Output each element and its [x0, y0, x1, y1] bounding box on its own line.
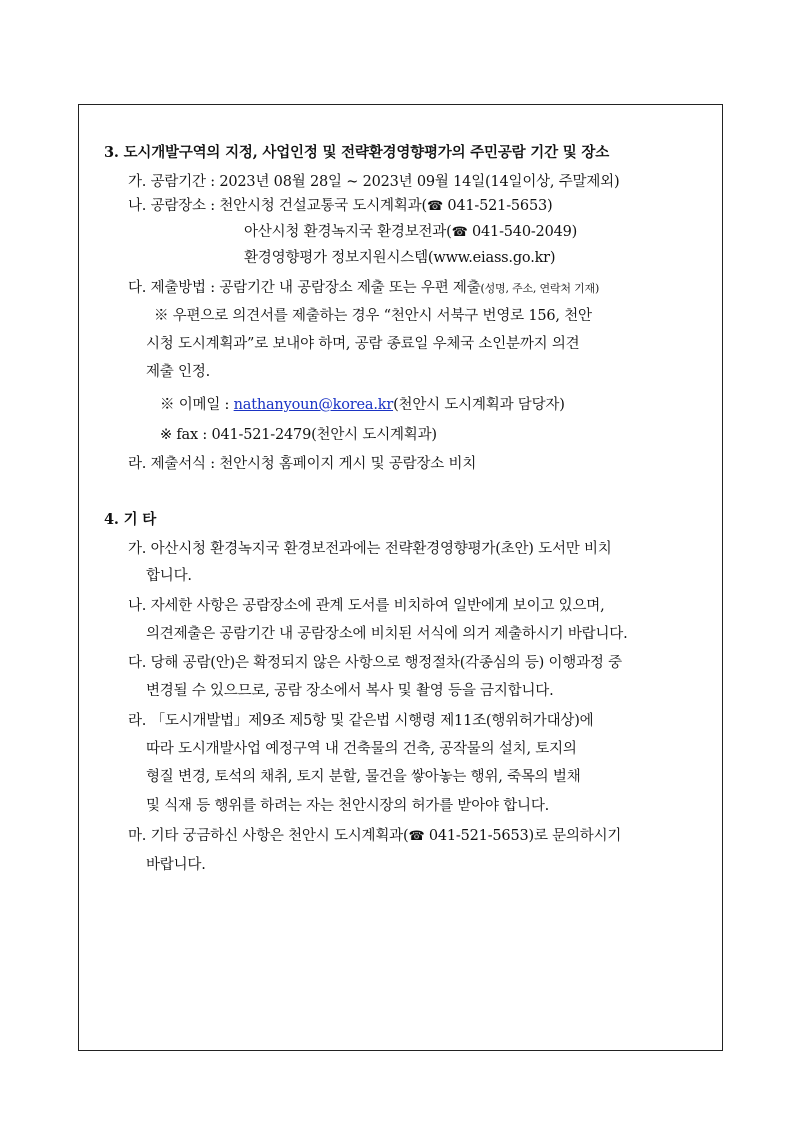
section3-item-na-line3: 환경영향평가 정보지원시스템(www.eiass.go.kr) [244, 250, 556, 266]
section3-item-na-line2 [244, 222, 577, 243]
note1-line2: 시청 도시계획과”로 보내야 하며, 공람 종료일 우체국 소인분까지 의견 [146, 336, 580, 352]
section4-item-ma-line1 [128, 826, 621, 847]
item-ma-phone: 041-521-5653)로 문의하시기 [424, 828, 622, 844]
section4-item-ra-line3: 형질 변경, 토석의 채취, 토지 분할, 물건을 쌓아놓는 행위, 죽목의 벌채 [146, 769, 581, 785]
email-link[interactable]: nathanyoun@korea.kr [233, 397, 394, 413]
item-da-note: (성명, 주소, 연락처 기재) [480, 282, 600, 295]
item-da-text: 다. 제출방법 : 공람기간 내 공람장소 제출 또는 우편 제출 [128, 280, 481, 296]
section3-item-na [128, 196, 552, 217]
section3-heading: 3. 도시개발구역의 지정, 사업인정 및 전략환경영향평가의 주민공람 기간 및 장소 [104, 144, 610, 161]
phone-icon: ☎ [451, 225, 468, 240]
section3-item-ga: 가. 공람기간 : 2023년 08월 28일 ~ 2023년 09월 14일(14일이상, 주말제외) [128, 174, 620, 190]
email-suffix: (천안시 도시계획과 담당자) [393, 397, 565, 413]
phone-icon: ☎ [408, 829, 425, 844]
item-na2-text: 아산시청 환경녹지국 환경보전과( [244, 224, 452, 240]
item-na-text: 나. 공람장소 : 천안시청 건설교통국 도시계획과( [128, 198, 427, 214]
section4-item-ra-line1: 라. 「도시개발법」제9조 제5항 및 같은법 시행령 제11조(행위허가대상)에 [128, 713, 594, 729]
section4-item-ra-line2: 따라 도시개발사업 예정구역 내 건축물의 건축, 공작물의 설치, 토지의 [146, 741, 577, 757]
note1-line1: ※ 우편으로 의견서를 제출하는 경우 “천안시 서북구 번영로 156, 천안 [154, 308, 592, 324]
phone-icon: ☎ [426, 199, 443, 214]
section4-item-na-line2: 의견제출은 공람기간 내 공람장소에 비치된 서식에 의거 제출하시기 바랍니다. [146, 626, 628, 642]
section3-item-da [128, 278, 599, 299]
section3-item-ra: 라. 제출서식 : 천안시청 홈페이지 게시 및 공람장소 비치 [128, 456, 477, 472]
section4-item-da-line2: 변경될 수 있으므로, 공람 장소에서 복사 및 촬영 등을 금지합니다. [146, 683, 554, 699]
section4-item-ga-line1: 가. 아산시청 환경녹지국 환경보전과에는 전략환경영향평가(초안) 도서만 비치 [128, 541, 612, 557]
section4-item-da-line1: 다. 당해 공람(안)은 확정되지 않은 사항으로 행정절차(각종심의 등) 이행과정 중 [128, 655, 622, 671]
section4-item-ma-line2: 바랍니다. [146, 857, 206, 873]
fax-note: ※ fax : 041-521-2479(천안시 도시계획과) [160, 427, 437, 443]
section4-item-ra-line4: 및 식재 등 행위를 하려는 자는 천안시장의 허가를 받아야 합니다. [146, 798, 550, 814]
email-note [160, 395, 565, 415]
section4-item-na-line1: 나. 자세한 사항은 공람장소에 관계 도서를 비치하여 일반에게 보이고 있으며, [128, 598, 605, 614]
section4-heading: 4. 기 타 [104, 511, 157, 528]
item-na2-phone: 041-540-2049) [467, 224, 578, 240]
email-label: ※ 이메일 : [160, 397, 234, 413]
section4-item-ga-line2: 합니다. [146, 568, 192, 584]
item-ma-text: 마. 기타 궁금하신 사항은 천안시 도시계획과( [128, 828, 409, 844]
item-na-phone: 041-521-5653) [442, 198, 553, 214]
note1-line3: 제출 인정. [146, 364, 211, 380]
